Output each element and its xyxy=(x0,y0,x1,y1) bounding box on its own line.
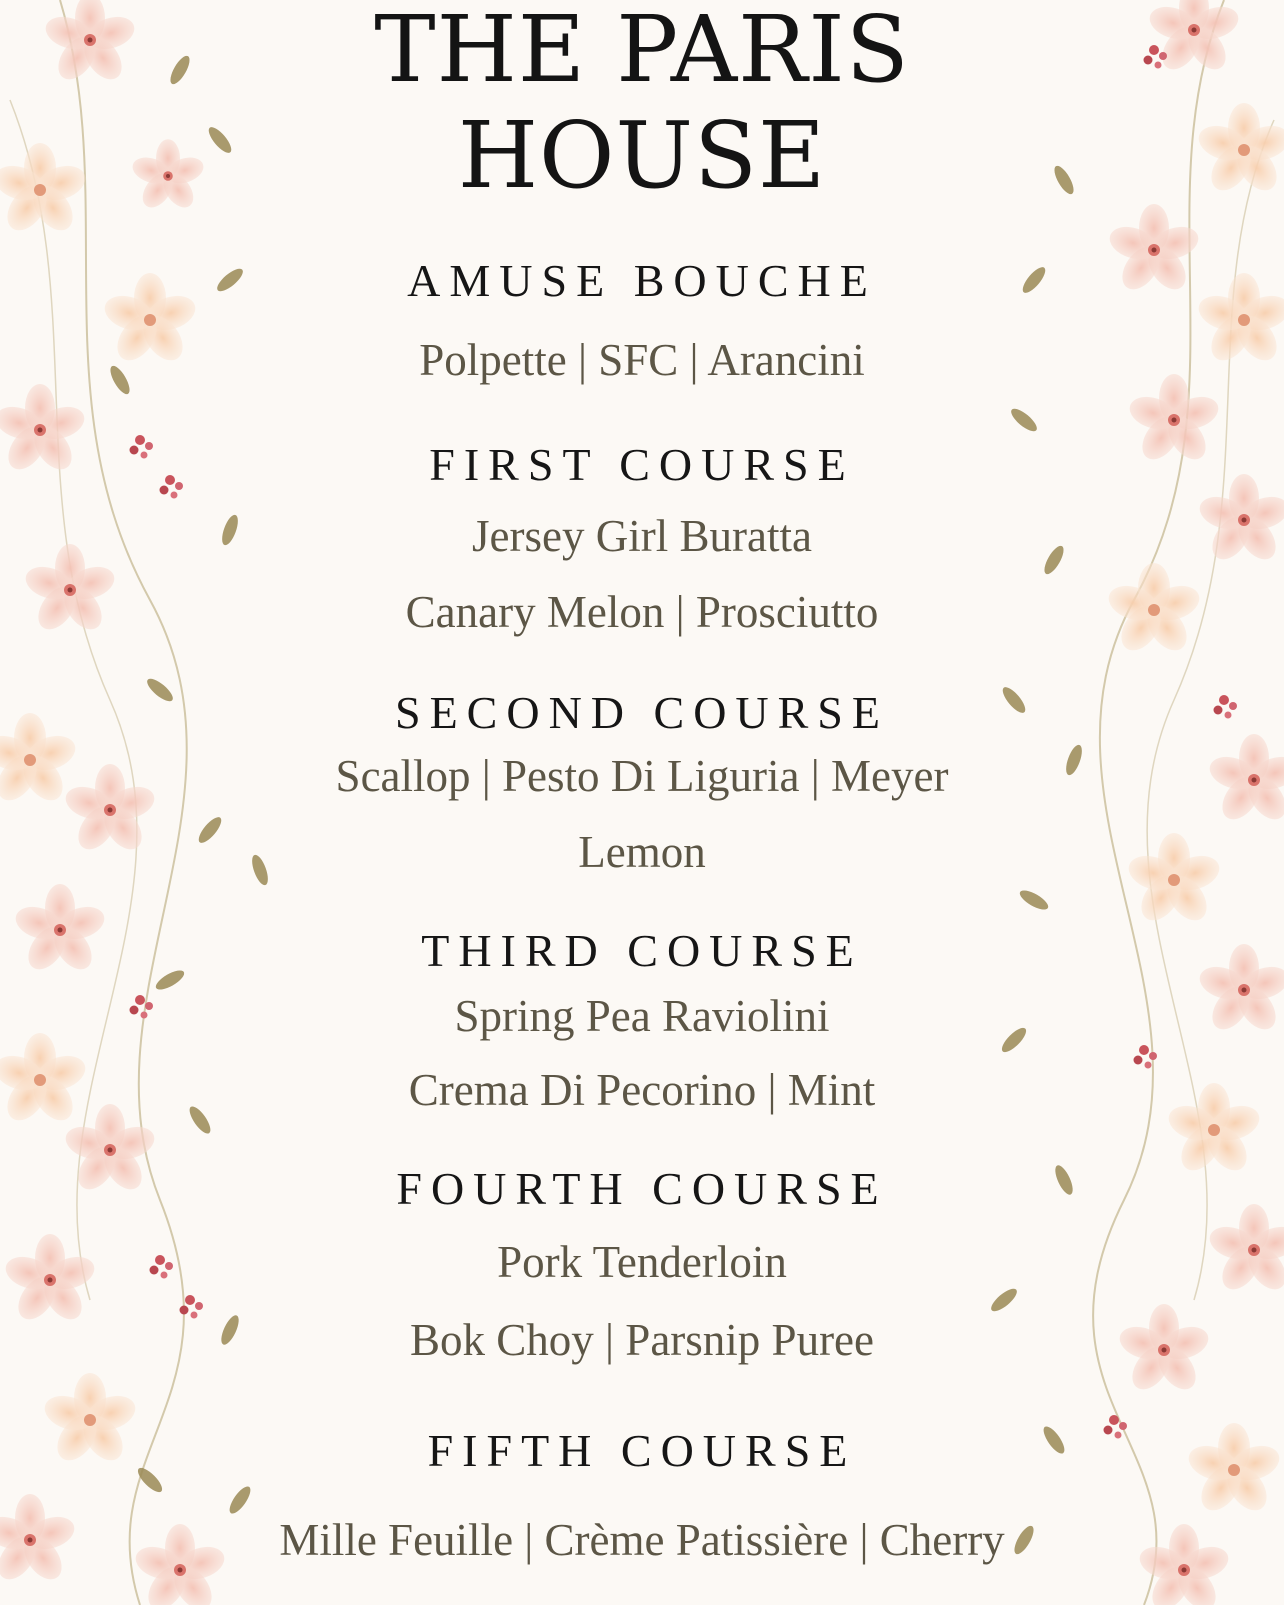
section-heading-first-course: FIRST COURSE xyxy=(429,439,855,490)
section-heading-third-course: THIRD COURSE xyxy=(421,925,863,976)
menu-item: Bok Choy | Parsnip Puree xyxy=(410,1315,874,1365)
menu-item: Scallop | Pesto Di Liguria | Meyer xyxy=(335,751,949,801)
menu-item: Pork Tenderloin xyxy=(497,1237,787,1287)
menu-item: Spring Pea Raviolini xyxy=(454,991,830,1041)
menu-item: Polpette | SFC | Arancini xyxy=(419,335,865,385)
menu-item: Crema Di Pecorino | Mint xyxy=(408,1065,876,1115)
section-heading-fourth-course: FOURTH COURSE xyxy=(396,1163,888,1214)
menu-title-line-2: HOUSE xyxy=(457,102,827,209)
menu-item: Jersey Girl Buratta xyxy=(472,511,812,561)
right-floral-border xyxy=(944,0,1284,1605)
menu-item: Canary Melon | Prosciutto xyxy=(405,587,879,637)
menu-item: Mille Feuille | Crème Patissière | Cherry xyxy=(279,1515,1005,1565)
section-heading-fifth-course: FIFTH COURSE xyxy=(427,1425,857,1476)
section-heading-second-course: SECOND COURSE xyxy=(394,687,889,738)
menu-item: Lemon xyxy=(578,827,706,877)
section-heading-amuse-bouche: AMUSE BOUCHE xyxy=(407,255,877,306)
menu-title-line-1: THE PARIS xyxy=(374,0,910,103)
left-floral-border xyxy=(0,0,320,1605)
